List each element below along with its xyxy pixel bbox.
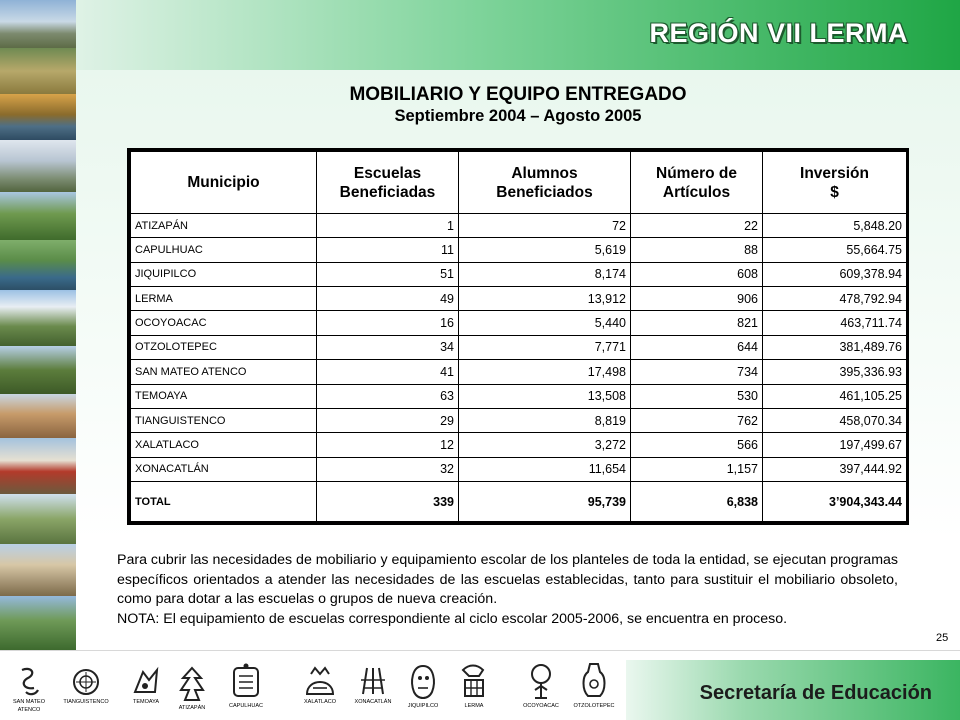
municipio-glyph-xalatlaco: XALATLACO xyxy=(296,664,344,706)
glyph-icon xyxy=(230,662,262,702)
data-table-container xyxy=(127,148,909,525)
glyph-icon xyxy=(16,664,42,698)
photo-forest xyxy=(0,346,76,394)
cell-articulos: 906 xyxy=(631,287,763,311)
cell-inversion: 458,070.34 xyxy=(763,408,907,432)
photo-strip xyxy=(0,0,76,650)
region-title: REGIÓN VII LERMA xyxy=(649,18,908,48)
header-alumnos: Alumnos Beneficiados xyxy=(459,152,631,214)
glyph-icon xyxy=(408,662,438,702)
table-row xyxy=(131,360,907,384)
cell-articulos: 608 xyxy=(631,262,763,286)
cell-articulos: 762 xyxy=(631,408,763,432)
glyph-icon xyxy=(70,668,102,698)
table-row xyxy=(131,457,907,481)
municipio-glyph-jiquipilco: JIQUIPILCO xyxy=(400,662,446,710)
cell-articulos: 566 xyxy=(631,433,763,457)
cell-inversion: 55,664.75 xyxy=(763,238,907,262)
municipio-glyph-atizapan: ATIZAPÁN xyxy=(170,666,214,712)
cell-escuelas: 12 xyxy=(317,433,459,457)
photo-bridge xyxy=(0,240,76,290)
cell-municipio: SAN MATEO ATENCO xyxy=(131,360,317,384)
cell-municipio: XALATLACO xyxy=(131,433,317,457)
photo-arches xyxy=(0,394,76,438)
photo-church xyxy=(0,438,76,494)
cell-alumnos: 5,619 xyxy=(459,238,631,262)
header-municipio: Municipio xyxy=(131,152,317,214)
glyph-icon xyxy=(177,666,207,704)
cell-articulos: 88 xyxy=(631,238,763,262)
cell-municipio: TIANGUISTENCO xyxy=(131,408,317,432)
cell-municipio: TEMOAYA xyxy=(131,384,317,408)
cell-total-articulos: 6,838 xyxy=(631,482,763,522)
cell-articulos: 644 xyxy=(631,335,763,359)
glyph-icon xyxy=(578,660,610,702)
cell-alumnos: 8,174 xyxy=(459,262,631,286)
cell-inversion: 197,499.67 xyxy=(763,433,907,457)
secretaria-label: Secretaría de Educación xyxy=(699,682,932,704)
photo-lake xyxy=(0,94,76,140)
cell-articulos: 734 xyxy=(631,360,763,384)
cell-alumnos: 8,819 xyxy=(459,408,631,432)
note-paragraph: NOTA: El equipamiento de escuelas correspondiente al ciclo escolar 2005-2006, se encuentra en proceso. xyxy=(117,611,788,627)
glyph-icon xyxy=(457,662,491,702)
table-header-row xyxy=(131,152,907,214)
cell-inversion: 381,489.76 xyxy=(763,335,907,359)
cell-municipio: OCOYOACAC xyxy=(131,311,317,335)
photo-town xyxy=(0,140,76,192)
cell-escuelas: 11 xyxy=(317,238,459,262)
municipio-glyph-san-mateo-atenco: SAN MATEO ATENCO xyxy=(6,664,52,713)
cell-total-alumnos: 95,739 xyxy=(459,482,631,522)
glyph-icon xyxy=(303,664,337,698)
cell-municipio: LERMA xyxy=(131,287,317,311)
cell-escuelas: 32 xyxy=(317,457,459,481)
cell-total-label: TOTAL xyxy=(131,482,317,522)
cell-inversion: 397,444.92 xyxy=(763,457,907,481)
table-row xyxy=(131,384,907,408)
cell-alumnos: 3,272 xyxy=(459,433,631,457)
table-row xyxy=(131,408,907,432)
municipio-glyph-temoaya: TEMOAYA xyxy=(124,666,168,706)
cell-alumnos: 5,440 xyxy=(459,311,631,335)
table-row xyxy=(131,238,907,262)
description-paragraph: Para cubrir las necesidades de mobiliario y equipamiento escolar de los planteles de toda la entidad, se ejecutan programas específicos orientados a atender las necesidades de las escuelas establecidas, tanto para sustituir el mobiliario obsoleto, como para dotar a las escuelas o grupos de nueva creación. xyxy=(117,552,898,607)
cell-inversion: 463,711.74 xyxy=(763,311,907,335)
cell-alumnos: 72 xyxy=(459,214,631,238)
cell-municipio: XONACATLÁN xyxy=(131,457,317,481)
photo-pond xyxy=(0,596,76,650)
cell-alumnos: 13,508 xyxy=(459,384,631,408)
cell-alumnos: 13,912 xyxy=(459,287,631,311)
cell-total-escuelas: 339 xyxy=(317,482,459,522)
cell-articulos: 821 xyxy=(631,311,763,335)
cell-inversion: 461,105.25 xyxy=(763,384,907,408)
cell-escuelas: 1 xyxy=(317,214,459,238)
cell-alumnos: 7,771 xyxy=(459,335,631,359)
cell-escuelas: 41 xyxy=(317,360,459,384)
page-number: 25 xyxy=(936,632,949,644)
table-row xyxy=(131,311,907,335)
municipio-glyph-lerma: LERMA xyxy=(452,662,496,710)
cell-articulos: 22 xyxy=(631,214,763,238)
cell-escuelas: 29 xyxy=(317,408,459,432)
photo-trees xyxy=(0,192,76,240)
table-row xyxy=(131,214,907,238)
table-row xyxy=(131,433,907,457)
photo-chapel xyxy=(0,544,76,596)
cell-articulos: 530 xyxy=(631,384,763,408)
page-subtitle: Septiembre 2004 – Agosto 2005 xyxy=(394,107,642,125)
municipio-glyph-ocoyoacac: OCOYOACAC xyxy=(516,662,566,710)
cell-inversion: 5,848.20 xyxy=(763,214,907,238)
cell-municipio: JIQUIPILCO xyxy=(131,262,317,286)
photo-building xyxy=(0,0,76,48)
municipio-glyph-otzolotepec: OTZOLOTEPEC xyxy=(566,660,622,710)
municipio-glyph-capulhuac: CAPULHUAC xyxy=(220,662,272,710)
cell-inversion: 478,792.94 xyxy=(763,287,907,311)
page-title: MOBILIARIO Y EQUIPO ENTREGADO xyxy=(349,84,687,105)
cell-inversion: 395,336.93 xyxy=(763,360,907,384)
glyph-icon xyxy=(357,664,389,698)
photo-volcano xyxy=(0,290,76,346)
table-row xyxy=(131,262,907,286)
municipio-glyph-tianguistenco: TIANGUISTENCO xyxy=(56,668,116,706)
header-inversion: Inversión $ xyxy=(763,152,907,214)
cell-articulos: 1,157 xyxy=(631,457,763,481)
header-escuelas: Escuelas Beneficiadas xyxy=(317,152,459,214)
cell-escuelas: 51 xyxy=(317,262,459,286)
cell-alumnos: 17,498 xyxy=(459,360,631,384)
table-total-row xyxy=(131,482,907,522)
cell-inversion: 609,378.94 xyxy=(763,262,907,286)
glyph-icon xyxy=(131,666,161,698)
glyph-icon xyxy=(525,662,557,702)
photo-field xyxy=(0,48,76,94)
cell-alumnos: 11,654 xyxy=(459,457,631,481)
photo-plaza xyxy=(0,494,76,544)
cell-municipio: CAPULHUAC xyxy=(131,238,317,262)
cell-escuelas: 34 xyxy=(317,335,459,359)
cell-escuelas: 49 xyxy=(317,287,459,311)
table-row xyxy=(131,335,907,359)
cell-total-inversion: 3’904,343.44 xyxy=(763,482,907,522)
data-table xyxy=(130,151,907,522)
cell-escuelas: 63 xyxy=(317,384,459,408)
cell-municipio: OTZOLOTEPEC xyxy=(131,335,317,359)
table-row xyxy=(131,287,907,311)
header-articulos: Número de Artículos xyxy=(631,152,763,214)
cell-municipio: ATIZAPÁN xyxy=(131,214,317,238)
cell-escuelas: 16 xyxy=(317,311,459,335)
municipio-glyph-xonacatlan: XONACATLÁN xyxy=(348,664,398,706)
